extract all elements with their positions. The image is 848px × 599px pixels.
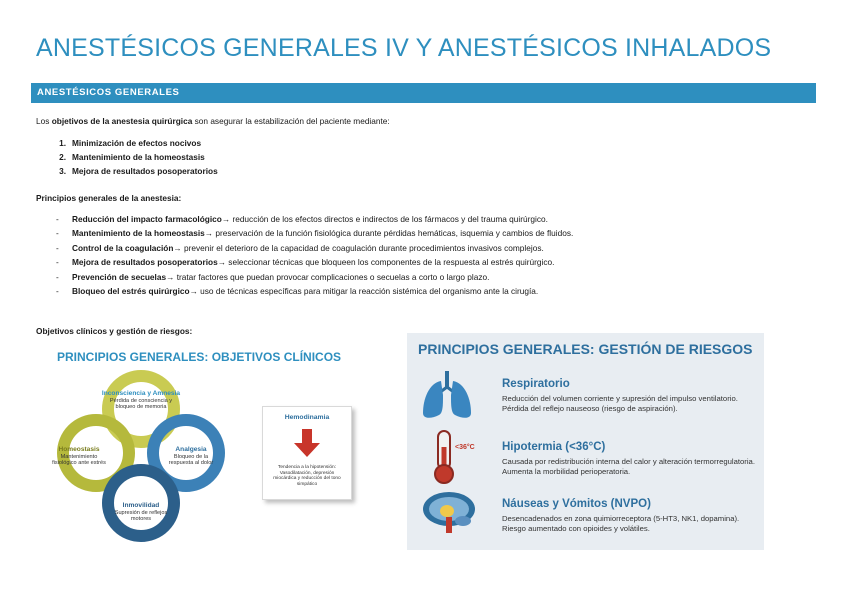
brain-icon bbox=[419, 489, 479, 537]
clinical-objectives-figure bbox=[54, 346, 354, 546]
risk-desc: Reducción del volumen corriente y supresión del impulso ventilatorio. Pérdida del reflejo nauseoso (riesgo de aspiración). bbox=[502, 394, 738, 413]
section-header: ANESTÉSICOS GENERALES bbox=[31, 83, 816, 103]
risk-desc: Desencadenados en zona quimiorreceptora (5-HT3, NK1, dopamina). Riesgo aumentado con opioides y volátiles. bbox=[502, 514, 740, 533]
risk-title: Hipotermia (<36°C) bbox=[502, 441, 606, 453]
lungs-icon bbox=[419, 369, 475, 421]
arrow-down-icon bbox=[292, 427, 322, 459]
risk-desc: Causada por redistribución interna del calor y alteración termorregulatoria. Aumenta la morbilidad perioperatoria. bbox=[502, 457, 755, 476]
intro-paragraph: Los objetivos de la anestesia quirúrgica son asegurar la estabilización del paciente mediante: bbox=[36, 116, 390, 126]
risk-title: Respiratorio bbox=[502, 378, 570, 390]
thermometer-icon bbox=[429, 429, 459, 485]
ring-label: Inconsciencia y Amnesia Pérdida de consciencia y bloqueo de memoria bbox=[101, 390, 181, 411]
clinical-heading: Objetivos clínicos y gestión de riesgos: bbox=[36, 326, 193, 336]
temperature-badge: <36°C bbox=[455, 444, 475, 451]
hemo-title: Hemodinamia bbox=[284, 414, 330, 421]
ring-label: Analgesia Bloqueo de la respuesta al dolor bbox=[168, 446, 214, 467]
list-item: 2. Mantenimiento de la homeostasis bbox=[59, 152, 205, 162]
list-item: - Reducción del impacto farmacológico → reducción de los efectos directos e indirectos de los fármacos y del trauma quirúrgico. bbox=[56, 214, 548, 224]
list-item: - Prevención de secuelas → tratar factores que puedan provocar complicaciones o secuelas a corto o largo plazo. bbox=[56, 271, 490, 282]
principles-heading: Principios generales de la anestesia: bbox=[36, 193, 182, 203]
list-item: 1. Minimización de efectos nocivos bbox=[59, 138, 202, 148]
list-item: - Control de la coagulación → prevenir el deterioro de la capacidad de coagulación durante procedimientos invasivos complejos. bbox=[56, 242, 544, 253]
risk-title: Náuseas y Vómitos (NVPO) bbox=[502, 498, 651, 510]
list-item: - Mantenimiento de la homeostasis → preservación de la función fisiológica durante pérdidas hemáticas, isquemia y cambios de fluidos. bbox=[56, 228, 574, 239]
principles-list bbox=[36, 214, 573, 300]
ring-label: Homeostasis Mantenimiento fisiológico ante estrés bbox=[52, 446, 106, 467]
hemodynamics-card bbox=[262, 406, 352, 500]
list-item: - Mejora de resultados posoperatorios → seleccionar técnicas que bloqueen los componentes de la respuesta al estrés quirúrgico. bbox=[56, 257, 555, 268]
figure-title: PRINCIPIOS GENERALES: GESTIÓN DE RIESGOS bbox=[418, 341, 753, 357]
ring-label: Inmovilidad Supresión de reflejos motores bbox=[114, 502, 168, 523]
hemo-desc: Tendencia a la hipotensión: Vasodilatación, depresión miocárdica y reducción del tono simpático bbox=[273, 465, 341, 487]
list-item: 3. Mejora de resultados posoperatorios bbox=[59, 166, 218, 176]
list-item: - Bloqueo del estrés quirúrgico → uso de técnicas específicas para mitigar la reacción sistémica del organismo ante la cirugía. bbox=[56, 285, 539, 296]
risk-management-figure bbox=[407, 333, 764, 550]
objectives-list bbox=[36, 138, 218, 180]
figure-title: PRINCIPIOS GENERALES: OBJETIVOS CLÍNICOS bbox=[57, 350, 342, 364]
page-title: ANESTÉSICOS GENERALES IV Y ANESTÉSICOS INHALADOS bbox=[36, 34, 772, 62]
